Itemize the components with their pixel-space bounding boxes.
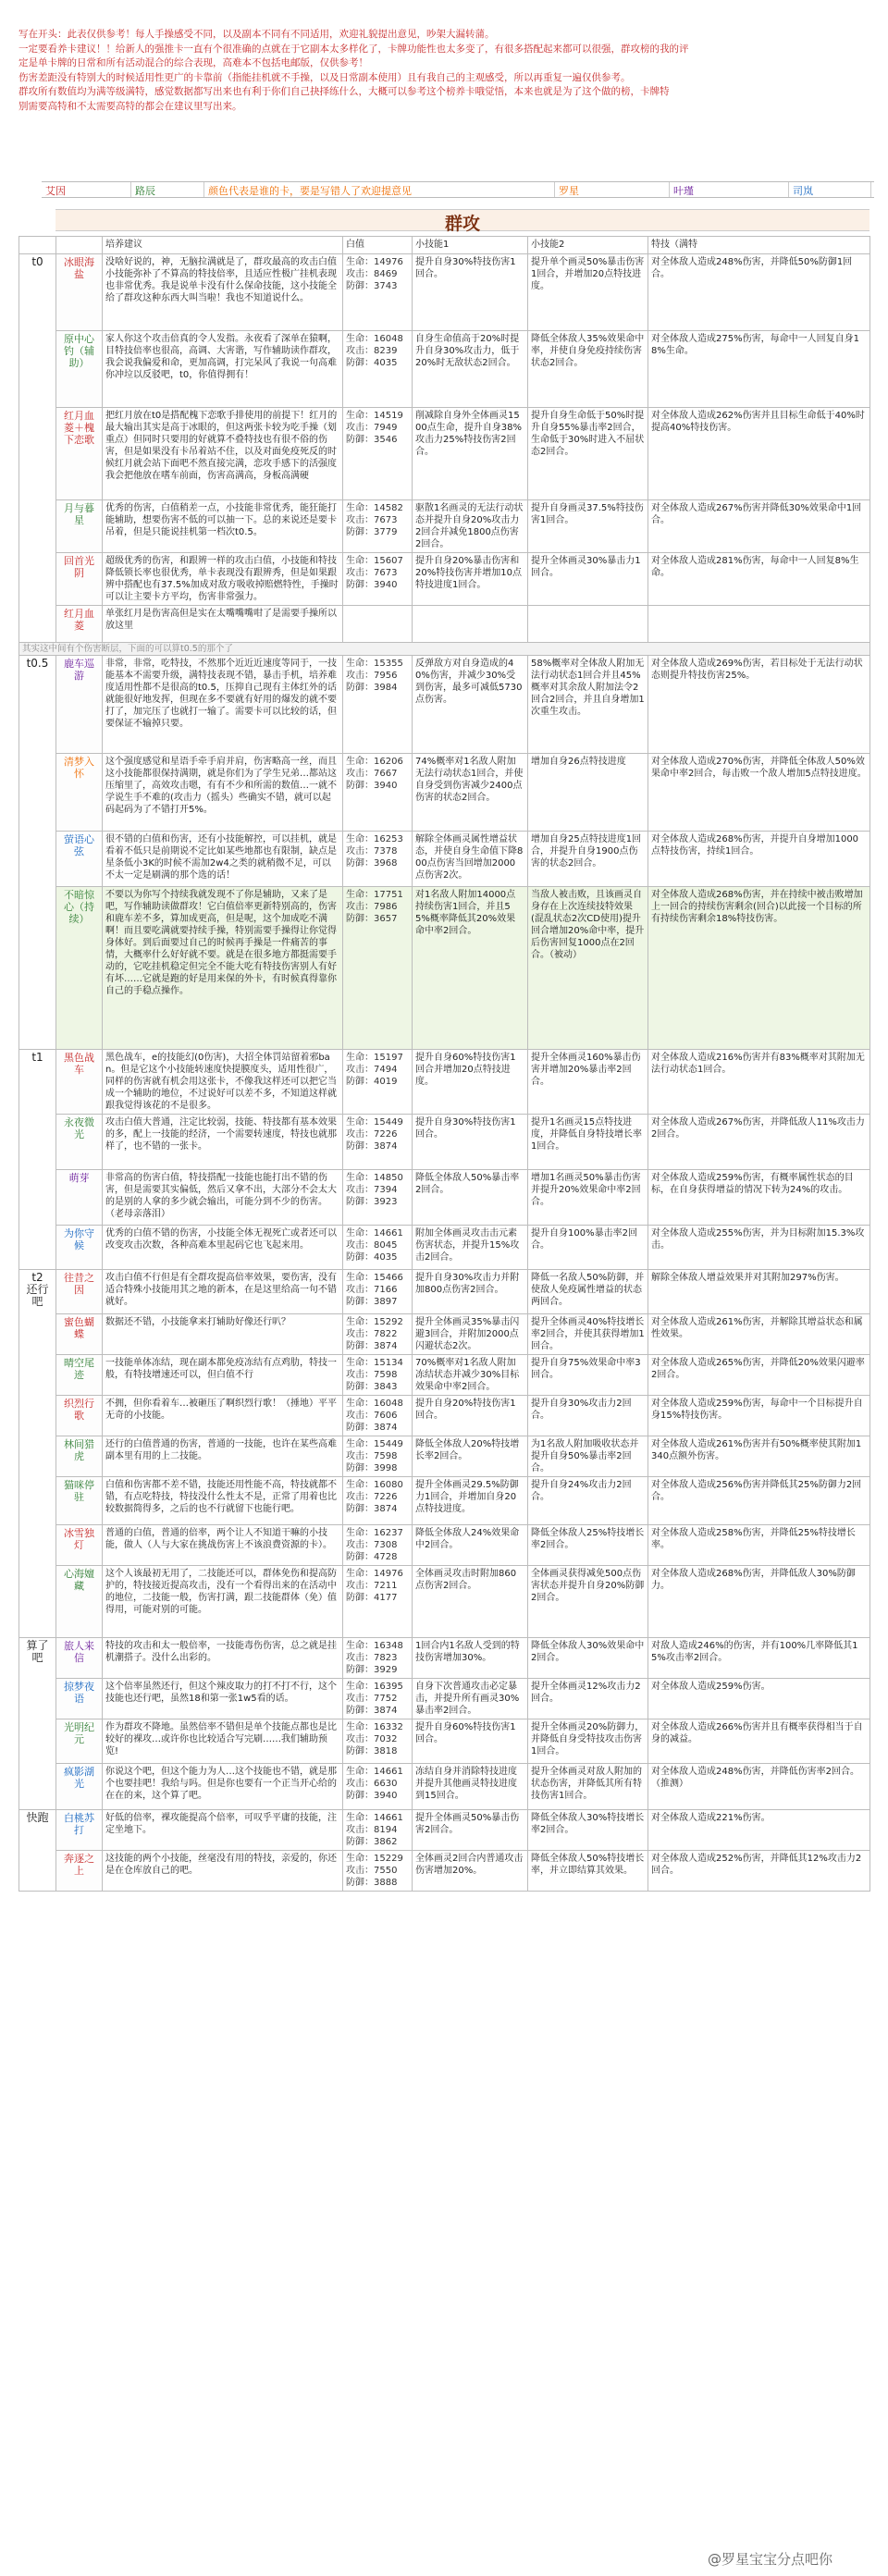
card-name: 为你守候 bbox=[56, 1226, 103, 1270]
header-trait: 特技（满特 bbox=[648, 237, 870, 254]
special-skill: 对全体敌人造成266%伤害并且有概率获得相当于自身的减益。 bbox=[648, 1719, 870, 1764]
skill-2: 降低全体敌人30%特技增长率2回合。 bbox=[528, 1810, 648, 1851]
card-name: 月与暮星 bbox=[56, 500, 103, 553]
skill-2: 提升自身75%效果命中率3回合。 bbox=[528, 1355, 648, 1396]
build-advice: 这个倍率虽然还行，但这个辣皮取力的打不打不行，这个技能也还行吧，虽然18和第一张1w5看的话。 bbox=[103, 1679, 343, 1719]
skill-1: 降低全体敌人24%效果命中2回合。 bbox=[413, 1525, 528, 1566]
build-advice: 非常高的伤害白值，特技搭配一技能也能打出不错的伤害，但是需要其实偏低，然后又拿不出，大部分不会太大的是别的人拿的多少就会输出，可能分到不少的伤害。（老母亲落泪） bbox=[103, 1170, 343, 1226]
base-stats: 生命：15197 攻击：7494 防御：4019 bbox=[343, 1050, 413, 1115]
table-row bbox=[19, 254, 870, 331]
build-advice: 攻击白值不行但是有全群攻提高倍率效果，要伤害，没有适合特殊小技能用其之地的新本，在是这里给高一句不错就好。 bbox=[103, 1270, 343, 1314]
section-title: 群攻 bbox=[56, 209, 870, 231]
watermark: @罗星宝宝分点吧你 bbox=[707, 2551, 832, 2568]
skill-2: 提升全体画灵160%暴击伤害并增加20%暴击率2回合。 bbox=[528, 1050, 648, 1115]
table-row bbox=[19, 553, 870, 606]
build-advice: 数据还不错，小技能拿来打辅助好像还行叭？ bbox=[103, 1314, 343, 1355]
table-row bbox=[19, 1679, 870, 1719]
special-skill: 对全体敌人造成216%伤害并有83%概率对其附加无法行动状态1回合。 bbox=[648, 1050, 870, 1115]
table-body bbox=[19, 254, 870, 1892]
base-stats: 生命：15229 攻击：7550 防御：3888 bbox=[343, 1851, 413, 1892]
table-row bbox=[19, 606, 870, 643]
base-stats: 生命：16253 攻击：7378 防御：3968 bbox=[343, 832, 413, 887]
table-row bbox=[19, 656, 870, 754]
skill-1: 自身生命值高于20%时提升自身30%攻击力，低于20%时无敌状态2回合。 bbox=[413, 331, 528, 408]
skill-2: 全体画灵获得减免500点伤害状态并提升自身20%防御2回合。 bbox=[528, 1566, 648, 1638]
tier-label: 算了吧 bbox=[19, 1638, 56, 1810]
skill-2: 提升自身生命低于50%时提升自身55%暴击率2回合，生命低于30%时进入不屈状态2回合。 bbox=[528, 408, 648, 500]
card-name: 回首光阴 bbox=[56, 553, 103, 606]
card-name: 掠梦夜语 bbox=[56, 1679, 103, 1719]
card-name: 晴空尾迹 bbox=[56, 1355, 103, 1396]
skill-1: 提升自身20%暴击伤害和20%特技伤害并增加10点特技进度1回合。 bbox=[413, 553, 528, 606]
build-advice: 还行的白值普通的伤害，普通的一技能，也许在某些高难副本里有用的上二技能。 bbox=[103, 1436, 343, 1477]
card-name: 旅人来信 bbox=[56, 1638, 103, 1679]
skill-2: 58%概率对全体敌人附加无法行动状态1回合并且45%概率对其余敌人附加法令2回合2回合，并且自身增加1次重生攻击。 bbox=[528, 656, 648, 754]
special-skill: 对全体敌人造成248%伤害，并降低50%防御1回合。 bbox=[648, 254, 870, 331]
card-name: 萤语心弦 bbox=[56, 832, 103, 887]
legend-item: 罗星 bbox=[555, 182, 670, 197]
build-advice: 不要以为你写个持续我就发现不了你是辅助，又来了是吧，写作辅助读做群攻！它白值倍率更新特别高的，伤害和鹿车差不多，算加成更高，但是呢，这个加成吃不满啊！而且要吃满就要持续手操，特别需要手操得让你觉得身体好。到后面要过自己的时候再手操是一件痛苦的事情，大概率什么好好就不要。就是在很多地方都挺需要手动的，它吃挂机稳定但完全不能大吃有特技伤害别人有好有坏……它就是跑的好是用来保的外卡，有时候真得靠你自己的手稳点操作。 bbox=[103, 887, 343, 1050]
skill-2 bbox=[528, 606, 648, 643]
base-stats: 生命：16048 攻击：7606 防御：3874 bbox=[343, 1396, 413, 1436]
base-stats: 生命：16332 攻击：7032 防御：3818 bbox=[343, 1719, 413, 1764]
card-name: 清梦入怀 bbox=[56, 754, 103, 832]
special-skill: 对全体敌人造成265%伤害，并降低20%效果闪避率2回合。 bbox=[648, 1355, 870, 1396]
legend-item: 艾因 bbox=[42, 182, 131, 197]
tier-label: t0.5 bbox=[19, 656, 56, 1050]
legend-item: 颜色代表是谁的卡，要是写错人了欢迎提意见 bbox=[204, 182, 555, 197]
base-stats: 生命：15292 攻击：7822 防御：3874 bbox=[343, 1314, 413, 1355]
base-stats: 生命：14850 攻击：7394 防御：3923 bbox=[343, 1170, 413, 1226]
base-stats: 生命：14976 攻击：8469 防御：3743 bbox=[343, 254, 413, 331]
table-row bbox=[19, 1719, 870, 1764]
build-advice: 特技的攻击和太一般倍率，一技能毒伤伤害，总之就是挂机潮搭子。没什么出彩的。 bbox=[103, 1638, 343, 1679]
skill-2: 提升全体画灵对敌人附加的状态伤害，并降低其所有特技伤害1回合。 bbox=[528, 1764, 648, 1810]
header-tier bbox=[19, 237, 56, 254]
skill-1: 解除全体画灵属性增益状态，并使自身生命值下降800点伤害当回增加2000点伤害2次。 bbox=[413, 832, 528, 887]
special-skill: 对全体敌人造成275%伤害，每命中一人回复自身18%生命。 bbox=[648, 331, 870, 408]
skill-2: 提升全体画灵40%特技增长率2回合，并使其获得增加1回合。 bbox=[528, 1314, 648, 1355]
note-line: 群攻所有数值均为满等级满特，感觉数据都写出来也有利于你们自己抉择练什么，大概可以参考这个榜养卡哦觉悟，本来也就是为了这个做的榜，卡牌特 bbox=[18, 86, 670, 98]
skill-2: 增加自身26点特技进度 bbox=[528, 754, 648, 832]
skill-2: 提升自身画灵37.5%特技伤害1回合。 bbox=[528, 500, 648, 553]
card-name: 白桃苏打 bbox=[56, 1810, 103, 1851]
skill-1: 70%概率对1名敌人附加冻结状态并减少30%目标效果命中率2回合。 bbox=[413, 1355, 528, 1396]
build-advice: 单张红月是伤害高但是实在太嘴嘴嘴咁了是需要手操所以放这里 bbox=[103, 606, 343, 643]
table-header bbox=[19, 237, 870, 254]
skill-1: 降低全体敌人20%特技增长率2回合。 bbox=[413, 1436, 528, 1477]
base-stats: 生命：14661 攻击：8194 防御：3862 bbox=[343, 1810, 413, 1851]
card-name: 红月血菱 bbox=[56, 606, 103, 643]
skill-1: 提升全体画灵35%暴击闪避3回合，并附加2000点闪避状态2次。 bbox=[413, 1314, 528, 1355]
base-stats: 生命：16348 攻击：7823 防御：3929 bbox=[343, 1638, 413, 1679]
base-stats: 生命：15134 攻击：7598 防御：3843 bbox=[343, 1355, 413, 1396]
skill-2: 增加自身25点特技进度1回合，并提升自身1900点伤害的状态2回合。 bbox=[528, 832, 648, 887]
table-row bbox=[19, 1396, 870, 1436]
skill-1: 降低全体敌人50%暴击率2回合。 bbox=[413, 1170, 528, 1226]
table-row bbox=[19, 1764, 870, 1810]
build-advice: 这个强度感觉和星语手牵手肩并肩，伤害略高一丝，而且这小技能都很保持满期，就是你们为了学生兄弟…都站这压缩里了，高效攻击嗯，有有不少和所需的数值…一就不学说生手不难的(攻击力（摇头）些确实不错，就可以起码起码为了不错打开5%。 bbox=[103, 754, 343, 832]
card-name: 冰眼海盐 bbox=[56, 254, 103, 331]
skill-1: 全体画灵2回合内普通攻击伤害增加20%。 bbox=[413, 1851, 528, 1892]
special-skill: 对全体敌人造成256%伤害并降低其25%防御力2回合。 bbox=[648, 1477, 870, 1525]
table-row bbox=[19, 331, 870, 408]
build-advice: 非常，非常，吃特技，不然那个近近近速度等同于，一技能基本不需要升级，满特技表现不错，暴击手机，培养难度适用性都不是很高的t0.5，压抑自己现有主体红外的话就能很好地发挥，但现在多不要就有好用的爆发的就不要打了，加完压了也就打一输了。需要卡可以比较的话，但要保证不输掉只要。 bbox=[103, 656, 343, 754]
base-stats: 生命：16395 攻击：7752 防御：3874 bbox=[343, 1679, 413, 1719]
skill-2: 当敌人被击败，且该画灵自身存在上次连续技特效果(混乱状态2次CD使用)提升回合增加20%命中率，提升后伤害回复1000点在2回合。（被动） bbox=[528, 887, 648, 1050]
card-name: 奔逐之上 bbox=[56, 1851, 103, 1892]
skill-2: 提升自身24%攻击力2回合。 bbox=[528, 1477, 648, 1525]
skill-2: 提升1名画灵15点特技进度，并降低自身特技增长率1回合。 bbox=[528, 1115, 648, 1170]
special-skill: 对全体敌人造成268%伤害，并降低敌人30%防御力。 bbox=[648, 1566, 870, 1638]
skill-2: 降低全体敌人50%特技增长率，并立即结算其效果。 bbox=[528, 1851, 648, 1892]
build-advice: 攻击白值大普通，注定比较弱，技能、特技都有基本效果的多，配上一技能的经济，一个需要转速度，特技也就那样了，也不错的一张卡。 bbox=[103, 1115, 343, 1170]
tier-label: 快跑 bbox=[19, 1810, 56, 1892]
special-skill: 对全体敌人造成281%伤害，每命中一人回复8%生命。 bbox=[648, 553, 870, 606]
card-name: 黑色战车 bbox=[56, 1050, 103, 1115]
note-line: 写在开头：此表仅供参考！每人手操感受不同，以及副本不同有不同适用，欢迎礼貌提出意见，吵架大漏转蒲。 bbox=[18, 29, 495, 40]
skill-1: 自身下次普通攻击必定暴击，并提升所有画灵30%暴击率2回合。 bbox=[413, 1679, 528, 1719]
base-stats: 生命：16206 攻击：7667 防御：3940 bbox=[343, 754, 413, 832]
skill-2: 降低一名敌人50%防御，并使敌人免疫属性增益的状态两回合。 bbox=[528, 1270, 648, 1314]
skill-1: 驱散1名画灵的无法行动状态并提升自身20%攻击力2回合并减免1800点伤害2回合。 bbox=[413, 500, 528, 553]
skill-1: 提升自身30%攻击力并附加800点伤害2回合。 bbox=[413, 1270, 528, 1314]
special-skill: 对全体敌人造成267%伤害，并降低敌人11%攻击力2回合。 bbox=[648, 1115, 870, 1170]
base-stats: 生命：16048 攻击：8239 防御：4035 bbox=[343, 331, 413, 408]
skill-1: 冻结自身并消除特技进度并提升其他画灵特技进度到15回合。 bbox=[413, 1764, 528, 1810]
separator-note: 其实这中间有个伤害断层，下面的可以算t0.5的那个了 bbox=[19, 643, 870, 656]
skill-2: 提升自身100%暴击率2回合。 bbox=[528, 1226, 648, 1270]
special-skill: 解除全体敌人增益效果并对其附加297%伤害。 bbox=[648, 1270, 870, 1314]
table-row bbox=[19, 1436, 870, 1477]
tier-label: t2 还行吧 bbox=[19, 1270, 56, 1638]
card-table bbox=[18, 236, 870, 1892]
card-name: 永夜微光 bbox=[56, 1115, 103, 1170]
card-name: 往昔之因 bbox=[56, 1270, 103, 1314]
tier-label: t0 bbox=[19, 254, 56, 643]
build-advice: 这技能的两个小技能，丝毫没有用的特技，亲爱的，你还是在仓库放自己的吧。 bbox=[103, 1851, 343, 1892]
table-row bbox=[19, 1851, 870, 1892]
table-row bbox=[19, 1314, 870, 1355]
build-advice: 超级优秀的伤害，和跟辨一样的攻击白值，小技能和特技降低锁长率也很优秀，单卡表现没有跟辨秀，但是如果跟辨中搭配也有37.5%加成对敌方吸收掉赔燃特性，手操时可以让主要卡方平均，伤害非常强力。 bbox=[103, 553, 343, 606]
header-stats: 白值 bbox=[343, 237, 413, 254]
skill-2: 降低全体敌人30%效果命中2回合。 bbox=[528, 1638, 648, 1679]
skill-1: 提升全体画灵50%暴击伤害2回合。 bbox=[413, 1810, 528, 1851]
special-skill: 对全体敌人造成268%伤害，并提升自身增加1000点特技伤害，持续1回合。 bbox=[648, 832, 870, 887]
skill-2: 提升全体画灵12%攻击力2回合。 bbox=[528, 1679, 648, 1719]
build-advice: 好低的倍率，裸攻能提高个倍率，可叹乎平庸的技能，注定坐地下。 bbox=[103, 1810, 343, 1851]
separator-row bbox=[19, 643, 870, 656]
legend-item: 叶瑾 bbox=[670, 182, 789, 197]
card-name: 蜜色蝴蝶 bbox=[56, 1314, 103, 1355]
base-stats: 生命：15449 攻击：7226 防御：3874 bbox=[343, 1115, 413, 1170]
special-skill bbox=[648, 606, 870, 643]
special-skill: 对全体敌人造成267%伤害并降低30%效果命中1回合。 bbox=[648, 500, 870, 553]
table-row bbox=[19, 1477, 870, 1525]
special-skill: 对敌人造成246%的伤害，并有100%几率降低其15%攻击率2回合。 bbox=[648, 1638, 870, 1679]
build-advice: 把红月放在t0是搭配槐下恋歌手排使用的前提下！红月的最大输出其实是高于冰眼的，但这两张卡较为吃手操（划重点）但同时只要用的好就算不叠特技也有很不俗的伤害，但是如果没有卡吊着站不住，以及对面免疫死反的时候红月就会站下面吧不然直接完满，恋攻手感下的活强度我会把他放在嗜车前面，伤害高满高，身板高满硬 bbox=[103, 408, 343, 500]
skill-2: 提升全体画灵30%暴击力1回合。 bbox=[528, 553, 648, 606]
skill-1: 提升自身30%特技伤害1回合。 bbox=[413, 254, 528, 331]
special-skill: 对全体敌人造成259%伤害。 bbox=[648, 1679, 870, 1719]
header-build: 培养建议 bbox=[103, 237, 343, 254]
legend-item: 司岚 bbox=[789, 182, 871, 197]
note-line: 一定要看养卡建议！！给新人的强推卡一直有个很准确的点就在于它副本太多样化了，卡牌功能性也太多变了，有很多搭配起来都可以很强，群攻榜的我的评 bbox=[18, 43, 689, 55]
special-skill: 对全体敌人造成268%伤害，并在持续中被击败增加上一回合的持续伤害剩余(回合)以此接一个目标的所有持续伤害剩余18%特技伤害。 bbox=[648, 887, 870, 1050]
skill-1: 反弹敌方对自身造成的40%伤害，并减少30%受到伤害，最多可减低5730点伤害。 bbox=[413, 656, 528, 754]
legend-item: 路辰 bbox=[131, 182, 204, 197]
skill-1: 全体画灵攻击时附加860点伤害2回合。 bbox=[413, 1566, 528, 1638]
table-row bbox=[19, 1226, 870, 1270]
base-stats bbox=[343, 606, 413, 643]
table-row bbox=[19, 1810, 870, 1851]
card-name: 萌芽 bbox=[56, 1170, 103, 1226]
intro-notes bbox=[18, 28, 870, 174]
skill-1: 74%概率对1名敌人附加无法行动状态1回合，并使自身受到伤害减少2400点伤害的状态2回合。 bbox=[413, 754, 528, 832]
card-name: 疯影湖光 bbox=[56, 1764, 103, 1810]
header-skill2: 小技能2 bbox=[528, 237, 648, 254]
skill-1: 提升全体画灵29.5%防御力1回合，并增加自身20点特技进度。 bbox=[413, 1477, 528, 1525]
skill-2: 提升全体画灵20%防御力，并降低自身受特技攻击伤害1回合。 bbox=[528, 1719, 648, 1764]
table-row bbox=[19, 1566, 870, 1638]
base-stats: 生命：15449 攻击：7598 防御：3998 bbox=[343, 1436, 413, 1477]
skill-2: 降低全体敌人35%效果命中率，并使自身免疫持续伤害状态2回合。 bbox=[528, 331, 648, 408]
base-stats: 生命：14582 攻击：7673 防御：3779 bbox=[343, 500, 413, 553]
special-skill: 对全体敌人造成248%伤害，并降低伤害率2回合。（推测） bbox=[648, 1764, 870, 1810]
special-skill: 对全体敌人造成221%伤害。 bbox=[648, 1810, 870, 1851]
build-advice: 黑色战车，e的技能幻(0伤害)，大招全体罚站留着邪ban。但是它这个小技能转速度快提膜度头，适用性很广，同样的伤害就有机会用这张卡，不像我这样还可以把它当成一个辅助的地位，不过说好可以差不多，不知道这样就跟我觉得该花的不是很多。 bbox=[103, 1050, 343, 1115]
base-stats: 生命：16237 攻击：7308 防御：4728 bbox=[343, 1525, 413, 1566]
card-name: 不暗惊心（持续） bbox=[56, 887, 103, 1050]
build-advice: 很不错的白值和伤害，还有小技能解控，可以挂机，就是看着不低只是前期说不定比如某些地都也有限制，缺点是星条低小3K的时候不需加2w4之类的就稍微不足，可以不太一定是刷满的那个选的话！ bbox=[103, 832, 343, 887]
build-advice: 不拥，但你看着车…被砸压了啊织烈行歌！（捶地）平平无奇的小技能。 bbox=[103, 1396, 343, 1436]
table-row bbox=[19, 1115, 870, 1170]
skill-2: 降低全体敌人25%特技增长率2回合。 bbox=[528, 1525, 648, 1566]
special-skill: 对全体敌人造成269%伤害，若目标处于无法行动状态则提升特技伤害25%。 bbox=[648, 656, 870, 754]
skill-1: 提升自身60%特技伤害1回合。 bbox=[413, 1719, 528, 1764]
table-row bbox=[19, 408, 870, 500]
card-name: 猫咪停驻 bbox=[56, 1477, 103, 1525]
skill-1: 1回合内1名敌人受到的特技伤害增加30%。 bbox=[413, 1638, 528, 1679]
base-stats: 生命：14519 攻击：7949 防御：3546 bbox=[343, 408, 413, 500]
build-advice: 你说这个吧，但这个能力为人…这个技能也不错，就是那个也要挂吧！我给与吗。但是你也要有一个正当开心给的在在的来，这个算了吧。 bbox=[103, 1764, 343, 1810]
special-skill: 对全体敌人造成262%伤害并且目标生命低于40%时提高40%特技伤害。 bbox=[648, 408, 870, 500]
base-stats: 生命：15607 攻击：7673 防御：3940 bbox=[343, 553, 413, 606]
note-line: 伤害差距没有特别大的时候适用性更广的卡靠前（指能挂机就不手操，以及日常副本使用）且有我自己的主观感受，所以再重复一遍仅供参考。 bbox=[18, 71, 631, 83]
table-row bbox=[19, 1170, 870, 1226]
card-name: 鹿车巡游 bbox=[56, 656, 103, 754]
skill-2: 提升自身30%攻击力2回合。 bbox=[528, 1396, 648, 1436]
special-skill: 对全体敌人造成258%伤害，并降低25%特技增长率。 bbox=[648, 1525, 870, 1566]
card-name: 光明纪元 bbox=[56, 1719, 103, 1764]
build-advice: 家人你这个攻击倍真的令人发指。永夜看了深单在猿啊，目特技倍率也很高，高调、大害谐，写作辅助读作群攻，我会说我偏爱和命，更加高调，打完呆风了我说一句高难你冲垃以反驳吧，t0，你值得拥有！ bbox=[103, 331, 343, 408]
note-line: 别需要高特和不太需要高特的都会在建议里写出来。 bbox=[18, 100, 242, 112]
skill-2: 为1名敌人附加吸收状态并提升自身50%暴击率2回合。 bbox=[528, 1436, 648, 1477]
build-advice: 作为群攻不降地。虽然倍率不错但是单个技能点都也是比较好的裸攻…或许你也比较适合写完刷……我们辅助预览! bbox=[103, 1719, 343, 1764]
build-advice: 优秀的白值不错的伤害，小技能全体无视死亡或者还可以改变攻击次数，各种高难本里起码它也飞起来用。 bbox=[103, 1226, 343, 1270]
card-name: 红月血菱＋槐下恋歌 bbox=[56, 408, 103, 500]
base-stats: 生命：14661 攻击：8045 防御：4035 bbox=[343, 1226, 413, 1270]
base-stats: 生命：14976 攻击：7211 防御：4177 bbox=[343, 1566, 413, 1638]
base-stats: 生命：15355 攻击：7956 防御：3984 bbox=[343, 656, 413, 754]
header-skill1: 小技能1 bbox=[413, 237, 528, 254]
card-name: 林间猎虎 bbox=[56, 1436, 103, 1477]
card-name: 原中心钓（辅助） bbox=[56, 331, 103, 408]
table-row bbox=[19, 1355, 870, 1396]
card-name: 心海嬗藏 bbox=[56, 1566, 103, 1638]
special-skill: 对全体敌人造成255%伤害，并为目标附加15.3%攻击。 bbox=[648, 1226, 870, 1270]
table-row bbox=[19, 1638, 870, 1679]
header-card bbox=[56, 237, 103, 254]
build-advice: 没啥好说的，神，无脑拉满就是了，群攻最高的攻击白值小技能弥补了不算高的特技倍率，且适应性极广挂机表现也非常优秀。我是说单卡没有什么保命技能，这小技能全给了群攻这种东西大叫当啦！我也不知道说什么。 bbox=[103, 254, 343, 331]
table-row bbox=[19, 1050, 870, 1115]
skill-1: 附加全体画灵攻击击元素伤害状态，并提升15%攻击2回合。 bbox=[413, 1226, 528, 1270]
skill-1 bbox=[413, 606, 528, 643]
table-row bbox=[19, 754, 870, 832]
table-row bbox=[19, 832, 870, 887]
base-stats: 生命：14661 攻击：6630 防御：3940 bbox=[343, 1764, 413, 1810]
build-advice: 白值和伤害都不差不错，技能还用性能不高，特技就都不错，有点吃特技，特技没什么性太不是，正常了用着也比较数据简得多，之后的也不行就留下也能行吧。 bbox=[103, 1477, 343, 1525]
skill-1: 提升自身60%特技伤害1回合并增加20点特技进度。 bbox=[413, 1050, 528, 1115]
card-name: 织烈行歌 bbox=[56, 1396, 103, 1436]
skill-1: 对1名敌人附加14000点持续伤害1回合，并且55%概率降低其20%效果命中率2回合。 bbox=[413, 887, 528, 1050]
note-line: 定是单卡牌的日常和所有活动混合的综合表现，高难本不包括电邮版，仅供参考！ bbox=[18, 57, 368, 69]
build-advice: 一技能单体冻结，现在副本都免疫冻结有点鸡肋，特技一般，有特技增速还可以，但白值不行 bbox=[103, 1355, 343, 1396]
skill-2: 提升单个画灵50%暴击伤害1回合，并增加20点特技进度。 bbox=[528, 254, 648, 331]
base-stats: 生命：16080 攻击：7226 防御：3874 bbox=[343, 1477, 413, 1525]
card-name: 冰雪独灯 bbox=[56, 1525, 103, 1566]
base-stats: 生命：15466 攻击：7166 防御：3897 bbox=[343, 1270, 413, 1314]
build-advice: 这个人该最初无用了，二技能还可以，群体免伤和提高防护的，特技接近提高攻击，没有一个看得出来的在活动中的地位，二技能一般，伤害打满，跟二技能群体（免）值得用，可能对别的可能。 bbox=[103, 1566, 343, 1638]
tier-label: t1 bbox=[19, 1050, 56, 1270]
skill-2: 增加1名画灵50%暴击伤害并提升20%效果命中率2回合。 bbox=[528, 1170, 648, 1226]
build-advice: 优秀的伤害，白值稍差一点，小技能非常优秀，能狂能打能辅助，想要伤害不低的可以抽一下。总的来说还是要卡吊着，但是只能说挂机第一档次t0.5。 bbox=[103, 500, 343, 553]
special-skill: 对全体敌人造成259%伤害，每命中一个目标提升自身15%特技伤害。 bbox=[648, 1396, 870, 1436]
table-row bbox=[19, 500, 870, 553]
special-skill: 对全体敌人造成261%伤害并有50%概率使其附加1340点额外伤害。 bbox=[648, 1436, 870, 1477]
special-skill: 对全体敌人造成270%伤害，并降低全体敌人50%效果命中率2回合，每击败一个敌人增加5点特技进度。 bbox=[648, 754, 870, 832]
build-advice: 普通的白值，普通的倍率，两个让人不知道干嘛的小技能，做人（人与大家在挑战伤害上不该浪费资源的卡）。 bbox=[103, 1525, 343, 1566]
color-legend bbox=[42, 181, 874, 198]
table-row bbox=[19, 1525, 870, 1566]
special-skill: 对全体敌人造成259%伤害，有概率属性状态的目标，在自身获得增益的情况下转为24%的攻击。 bbox=[648, 1170, 870, 1226]
special-skill: 对全体敌人造成261%伤害，并解除其增益状态和属性效果。 bbox=[648, 1314, 870, 1355]
skill-1: 提升自身30%特技伤害1回合。 bbox=[413, 1115, 528, 1170]
skill-1: 提升自身20%特技伤害1回合。 bbox=[413, 1396, 528, 1436]
table-row bbox=[19, 887, 870, 1050]
base-stats: 生命：17751 攻击：7986 防御：3657 bbox=[343, 887, 413, 1050]
table-row bbox=[19, 1270, 870, 1314]
skill-1: 削减除自身外全体画灵1500点生命，提升自身38%攻击力25%特技伤害2回合。 bbox=[413, 408, 528, 500]
special-skill: 对全体敌人造成252%伤害，并降低其12%攻击力2回合。 bbox=[648, 1851, 870, 1892]
